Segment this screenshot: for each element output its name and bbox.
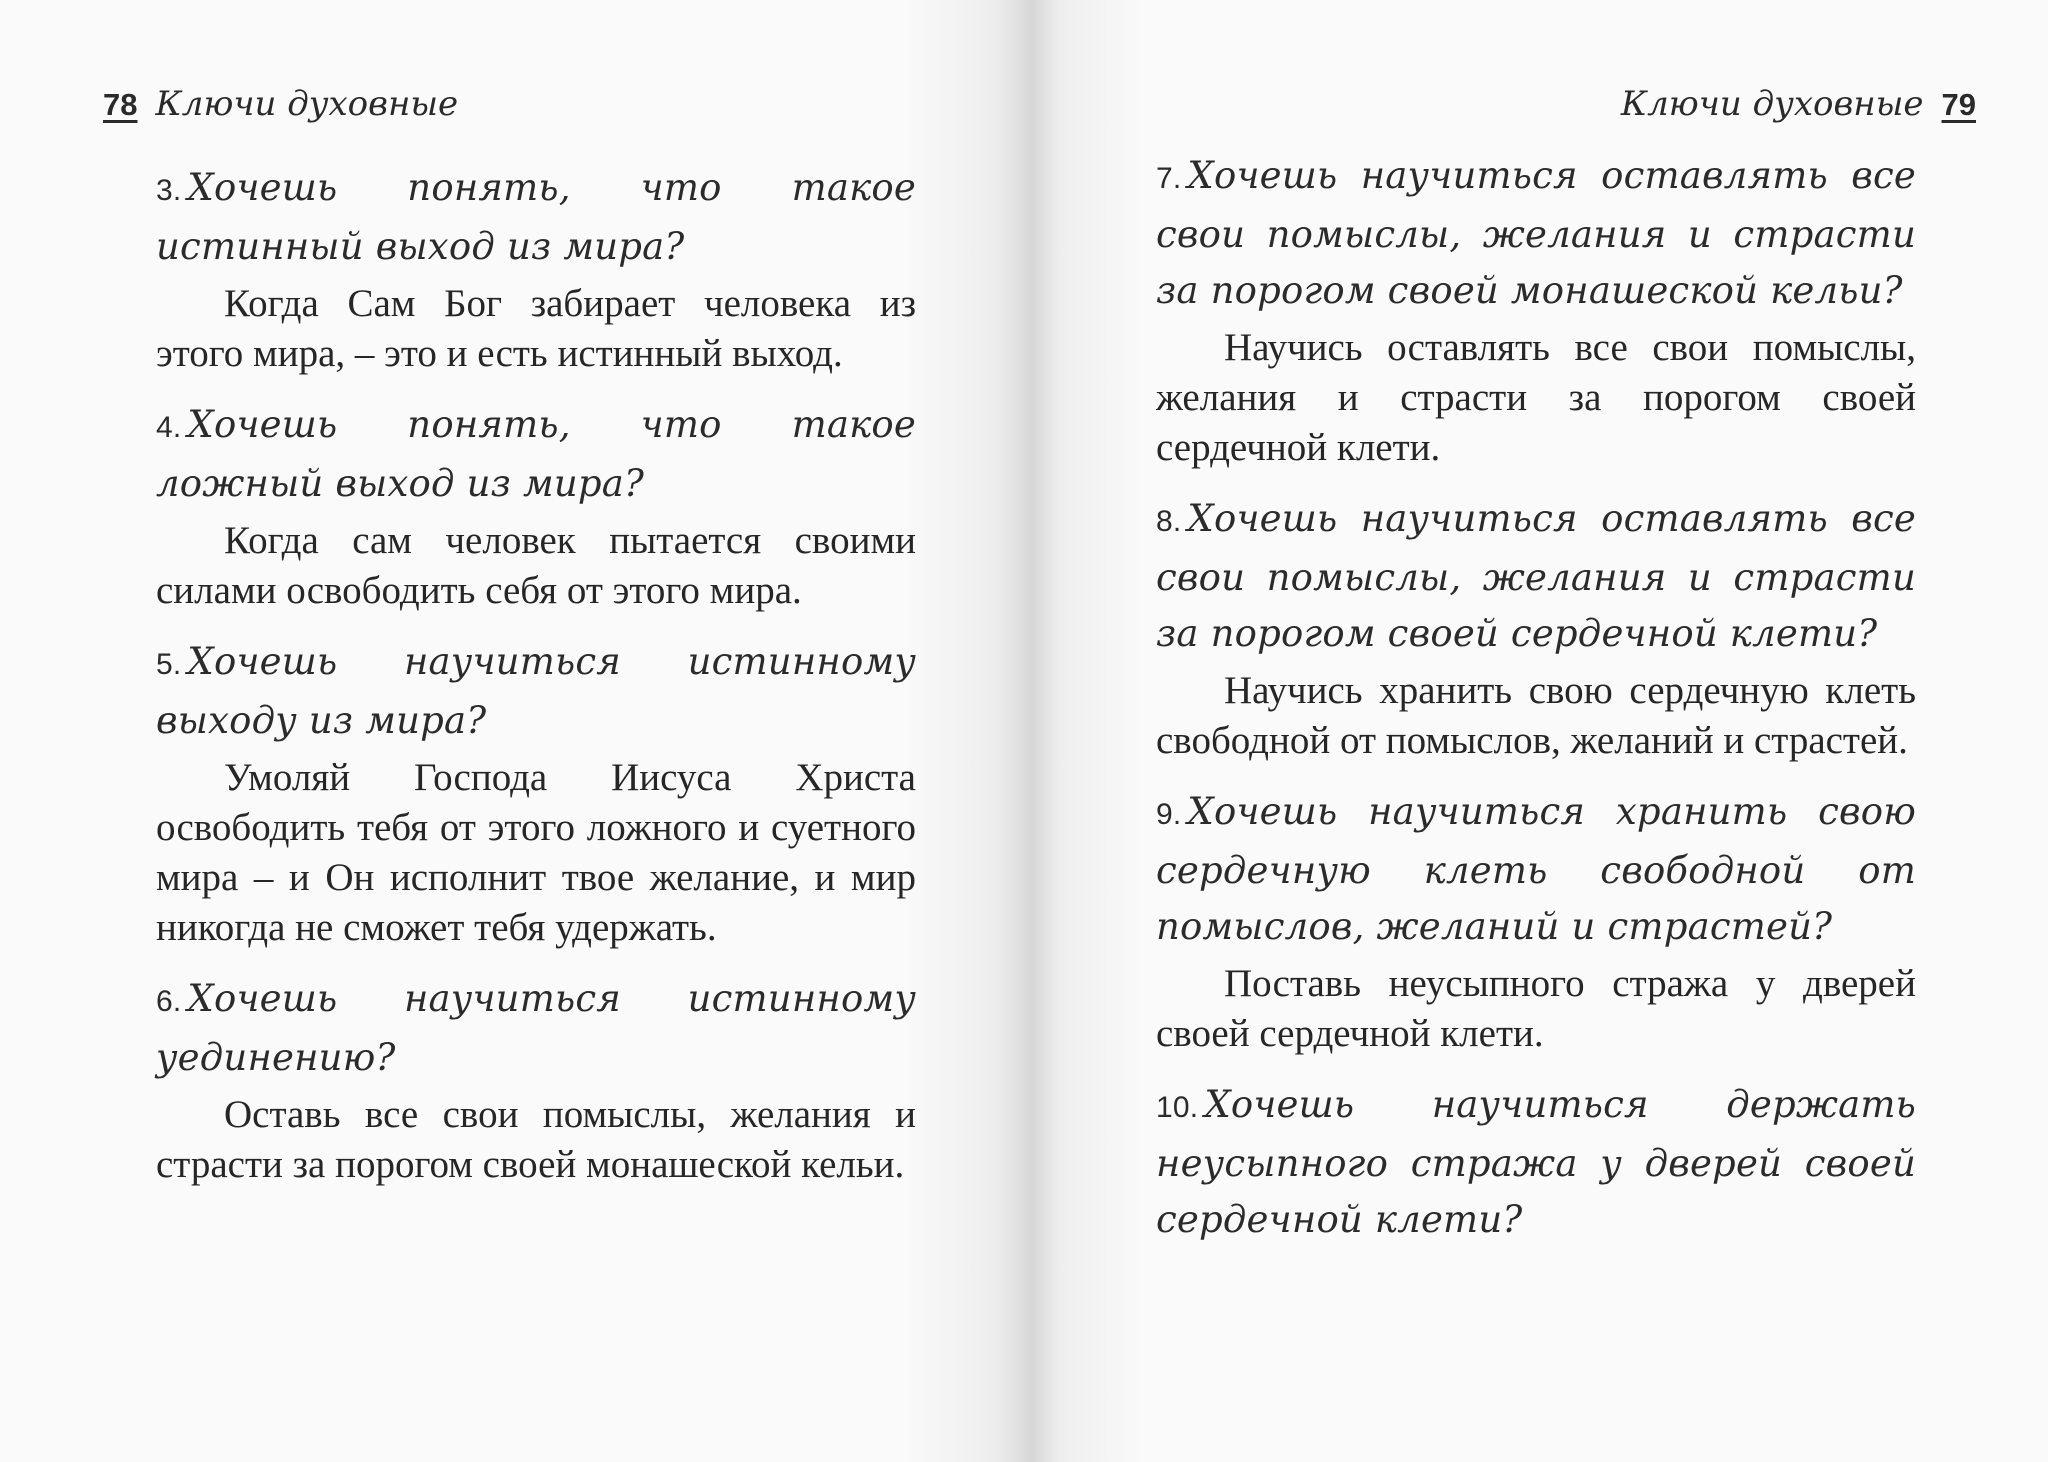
question-number: 7. [1156, 162, 1182, 195]
left-running-head [103, 84, 458, 124]
question-text: Хочешь понять, что такое ложный выход из мира? [156, 403, 916, 505]
answer-text: Научись оставлять все свои помыслы, желания и страсти за порогом своей сердечной клети. [1156, 326, 1916, 469]
entry-5 [156, 634, 916, 953]
right-running-head [1621, 84, 1976, 124]
answer-text: Научись хранить свою сердечную клеть свободной от помыслов, желаний и страстей. [1156, 669, 1916, 762]
answer-text: Когда сам человек пытается своими силами освободить себя от этого мира. [156, 519, 916, 612]
question-number: 10. [1156, 1091, 1199, 1124]
question [156, 397, 916, 512]
right-page [1024, 0, 2048, 1462]
question [1156, 1077, 1916, 1248]
question-text: Хочешь научиться истинному уединению? [156, 977, 916, 1079]
right-page-content [1156, 148, 1916, 1266]
question-number: 5. [156, 648, 182, 681]
question-text: Хочешь понять, что такое истинный выход из мира? [156, 166, 916, 268]
question [1156, 491, 1916, 662]
entry-3 [156, 160, 916, 379]
question-number: 4. [156, 411, 182, 444]
left-running-title: Ключи духовные [155, 84, 459, 124]
entry-9 [1156, 784, 1916, 1059]
question [156, 971, 916, 1086]
question-text: Хочешь научиться оставлять все свои помыслы, желания и страсти за порогом своей сердечной клети? [1156, 497, 1916, 655]
question-number: 6. [156, 985, 182, 1018]
answer-text: Умоляй Господа Иисуса Христа освободить тебя от этого ложного и суетного мира – и Он исполнит твое желание, и мир никогда не сможет тебя удержать. [156, 756, 916, 949]
question-number: 9. [1156, 798, 1182, 831]
question-number: 8. [1156, 505, 1182, 538]
right-page-number: 79 [1941, 87, 1976, 122]
question [156, 160, 916, 275]
entry-10 [1156, 1077, 1916, 1248]
question [156, 634, 916, 749]
question [1156, 148, 1916, 319]
question [1156, 784, 1916, 955]
left-page-content [156, 160, 916, 1208]
entry-6 [156, 971, 916, 1190]
question-text: Хочешь научиться оставлять все свои помыслы, желания и страсти за порогом своей монашеской кельи? [1156, 154, 1916, 312]
answer-text: Поставь неусыпного стража у дверей своей сердечной клети. [1156, 962, 1916, 1055]
left-page-number: 78 [103, 87, 138, 122]
answer-text: Оставь все свои помыслы, желания и страсти за порогом своей монашеской кельи. [156, 1093, 916, 1186]
entry-4 [156, 397, 916, 616]
entry-7 [1156, 148, 1916, 473]
question-text: Хочешь научиться держать неусыпного стража у дверей своей сердечной клети? [1156, 1083, 1916, 1241]
question-number: 3. [156, 174, 182, 207]
entry-8 [1156, 491, 1916, 766]
right-running-title: Ключи духовные [1620, 84, 1924, 124]
question-text: Хочешь научиться истинному выходу из мира? [156, 640, 916, 742]
question-text: Хочешь научиться хранить свою сердечную клеть свободной от помыслов, желаний и страстей? [1156, 790, 1916, 948]
answer-text: Когда Сам Бог забирает человека из этого мира, – это и есть истинный выход. [156, 282, 916, 375]
